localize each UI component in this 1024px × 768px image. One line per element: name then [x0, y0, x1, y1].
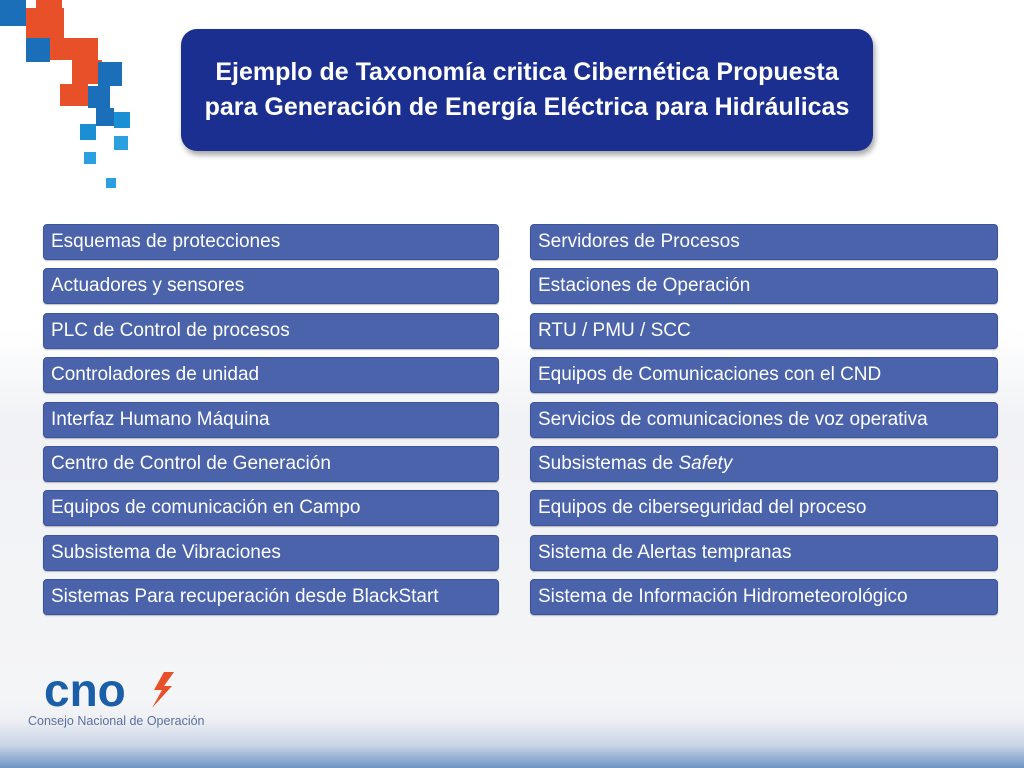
title-line-1: Ejemplo de Taxonomía critica Cibernética Propuesta [215, 58, 839, 86]
list-item: Estaciones de Operación [530, 268, 998, 304]
list-item: Servicios de comunicaciones de voz operativa [530, 402, 998, 438]
list-item: PLC de Control de procesos [43, 313, 499, 349]
list-item: Equipos de comunicación en Campo [43, 490, 499, 526]
title-line-2: para Generación de Energía Eléctrica para Hidráulicas [204, 93, 850, 121]
cno-logo [28, 668, 188, 714]
list-item: Equipos de ciberseguridad del proceso [530, 490, 998, 526]
decorative-squares [0, 0, 140, 195]
logo-subtitle: Consejo Nacional de Operación [28, 714, 205, 728]
list-item: RTU / PMU / SCC [530, 313, 998, 349]
list-item-text: Subsistemas de [538, 452, 679, 474]
list-item: Sistema de Información Hidrometeorológico [530, 579, 998, 615]
list-item [530, 446, 998, 482]
logo-wordmark: cno [44, 668, 126, 714]
list-item: Subsistema de Vibraciones [43, 535, 499, 571]
list-item: Sistemas Para recuperación desde BlackStart [43, 579, 499, 615]
right-item-list [530, 224, 998, 624]
list-item: Esquemas de protecciones [43, 224, 499, 260]
lightning-bolt-icon [152, 672, 174, 708]
slide-title [181, 29, 873, 151]
list-item-italic: Safety [678, 452, 733, 474]
list-item: Servidores de Procesos [530, 224, 998, 260]
list-item: Controladores de unidad [43, 357, 499, 393]
list-item: Actuadores y sensores [43, 268, 499, 304]
left-item-list [43, 224, 499, 624]
list-item: Centro de Control de Generación [43, 446, 499, 482]
list-item: Interfaz Humano Máquina [43, 402, 499, 438]
list-item: Equipos de Comunicaciones con el CND [530, 357, 998, 393]
list-item: Sistema de Alertas tempranas [530, 535, 998, 571]
